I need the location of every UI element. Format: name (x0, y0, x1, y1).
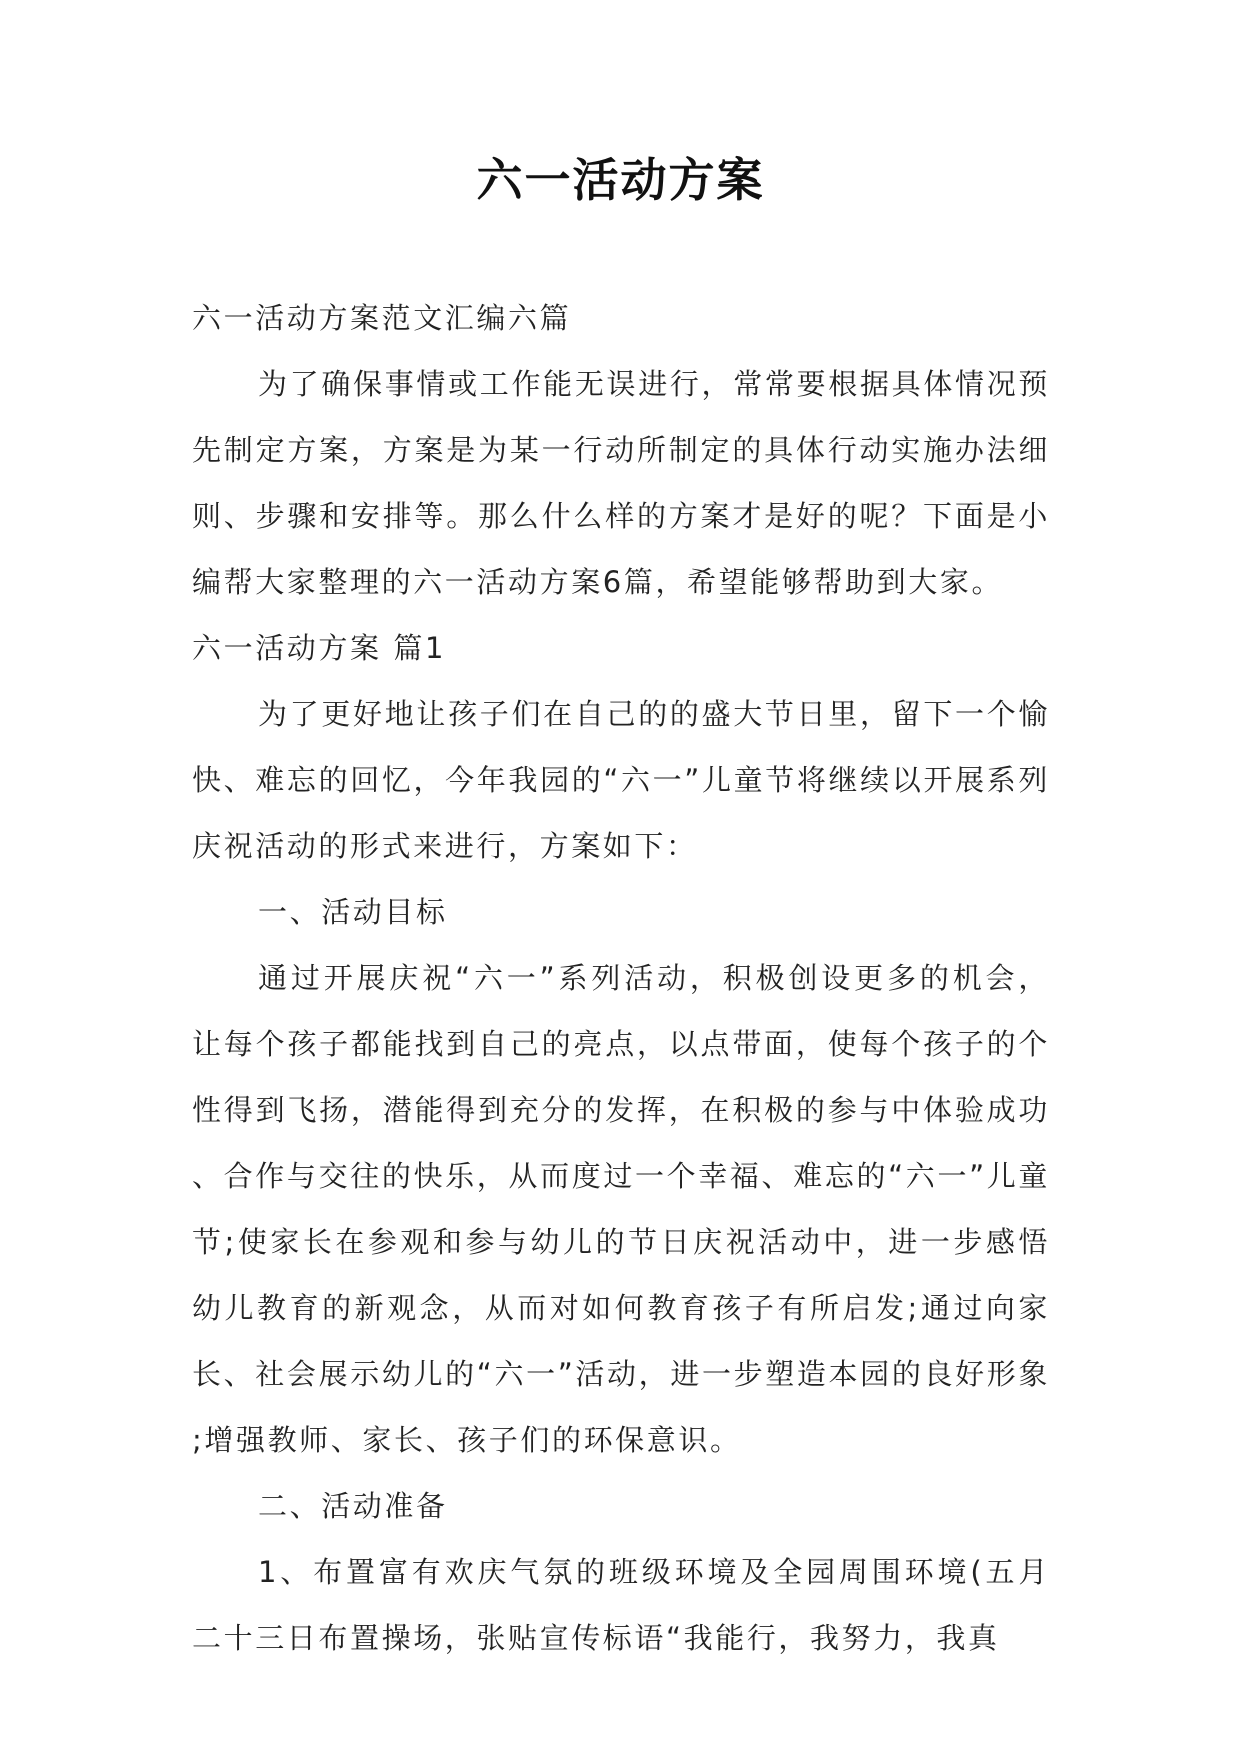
activity-goals-paragraph: 通过开展庆祝“六一”系列活动，积极创设更多的机会，让每个孩子都能找到自己的亮点，以点带面，使每个孩子的个性得到飞扬，潜能得到充分的发挥，在积极的参与中体验成功、合作与交往的快乐，从而度过一个幸福、难忘的“六一”儿童节;使家长在参观和参与幼儿的节日庆祝活动中，进一步感悟幼儿教育的新观念，从而对如何教育孩子有所启发;通过向家长、社会展示幼儿的“六一”活动，进一步塑造本园的良好形象;增强教师、家长、孩子们的环保意识。 (192, 961, 1050, 1457)
heading-activity-goals: 一、活动目标 (258, 895, 448, 929)
section-heading-plan-1: 六一活动方案 篇1 (192, 631, 447, 665)
doc-subtitle: 六一活动方案范文汇编六篇 (192, 301, 572, 335)
document-title: 六一活动方案 (476, 153, 765, 207)
document-body (192, 285, 1050, 1671)
intro-paragraph: 为了确保事情或工作能无误进行，常常要根据具体情况预先制定方案，方案是为某一行动所制定的具体行动实施办法细则、步骤和安排等。那么什么样的方案才是好的呢？下面是小编帮大家整理的六一活动方案6篇，希望能够帮助到大家。 (192, 367, 1050, 599)
plan-1-intro-paragraph: 为了更好地让孩子们在自己的的盛大节日里，留下一个愉快、难忘的回忆，今年我园的“六一”儿童节将继续以开展系列庆祝活动的形式来进行，方案如下： (192, 697, 1050, 863)
heading-activity-preparation: 二、活动准备 (258, 1489, 448, 1523)
preparation-item-1: 1、布置富有欢庆气氛的班级环境及全园周围环境(五月二十三日布置操场，张贴宣传标语“我能行，我努力，我真 (192, 1555, 1050, 1655)
